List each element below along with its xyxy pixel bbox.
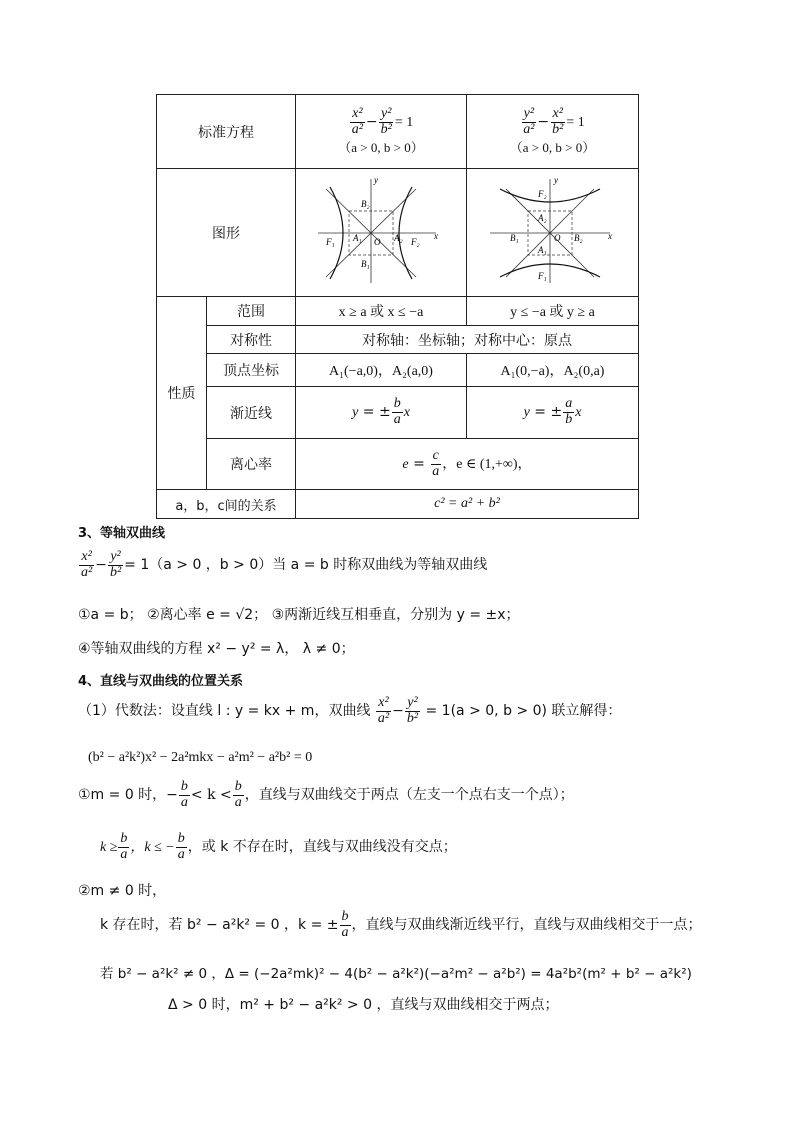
label-range: 范围	[207, 297, 296, 326]
row-vertex	[157, 354, 639, 387]
row-graph	[157, 169, 639, 297]
svg-text:B₁: B₁	[361, 258, 370, 269]
equation-y-axis: $\frac{\text{y²}}{\text{a²}}$ − $\frac{\text{x²}}{\text{b²}}$ = 1 （a > 0, b > 0）	[467, 95, 639, 169]
sec4-line8: Δ > 0 时，m² + b² − a²k² > 0 ，直线与双曲线相交于两点；	[168, 997, 559, 1013]
sec4-l3b: < k <	[190, 787, 232, 804]
sec4-line2: (b² − a²k²)x² − 2a²mkx − a²m² − a²b² = 0	[88, 750, 313, 765]
hyperbola-properties-table	[156, 94, 639, 519]
condition-1: （a > 0, b > 0）	[338, 140, 424, 156]
label-graph: 图形	[157, 169, 296, 297]
svg-text:B₂: B₂	[361, 198, 370, 209]
svg-text:O: O	[374, 236, 381, 247]
svg-text:y: y	[553, 174, 558, 185]
eccentricity-value: e = $\frac{c}{a}$ ，e ∈ (1,+∞)，	[296, 439, 639, 490]
vertex-y: A₁(0,−a)，A₂(0,a)	[467, 354, 639, 387]
sec4-line4: k ≥ $\frac{b}{a}$ ，k ≤ − $\frac{b}{a}$ ，或 k 不存在时，直线与双曲线没有交点；	[100, 831, 457, 862]
row-range	[157, 297, 639, 326]
asymptote-x: y = ± $\frac{b}{a}$ x	[296, 387, 467, 439]
label-symmetry: 对称性	[207, 326, 296, 354]
sec4-l1b: = 1(a > 0, b > 0) 联立解得：	[425, 703, 622, 720]
sec4-l4b: ，k ≤ −	[130, 840, 175, 856]
row-asymptote	[157, 387, 639, 439]
sec4-line7: 若 b² − a²k² ≠ 0 ，Δ = (−2a²mk)² − 4(b² − a²k²)(−a²m² − a²b²) = 4a²b²(m² + b² − a²k²)	[100, 966, 692, 982]
label-standard-equation: 标准方程	[157, 95, 296, 169]
row-symmetry	[157, 326, 639, 354]
sec4-line1: （1）代数法：设直线 l : y = kx + m，双曲线 $\frac{\text{x²}}{\text{a²}}$ − $\frac{\text{y²}}{\text{b²}}$ = 1(a > 0, b > 0) 联立解得：	[78, 695, 622, 726]
row-eccentricity	[157, 439, 639, 490]
hyperbola-y-figure	[488, 175, 618, 287]
sec3-line1-text: = 1（a > 0 ，b > 0）当 a = b 时称双曲线为等轴双曲线	[124, 557, 488, 574]
svg-text:A₂: A₂	[537, 212, 547, 223]
svg-text:A₂: A₂	[394, 232, 403, 243]
sec4-l4a: k ≥	[100, 840, 118, 856]
symmetry-value: 对称轴：坐标轴；对称中心：原点	[296, 326, 639, 354]
sec4-l3a: ①m = 0 时，−	[78, 787, 178, 804]
sec4-line3: ①m = 0 时，− $\frac{b}{a}$ < k < $\frac{b}{a}$ ，直线与双曲线交于两点（左支一个点右支一个点）；	[78, 779, 574, 810]
svg-text:F₁: F₁	[326, 236, 335, 247]
svg-text:F₂: F₂	[411, 236, 420, 247]
sec4-l1a: （1）代数法：设直线 l : y = kx + m，双曲线	[78, 703, 371, 720]
row-relation	[157, 490, 639, 519]
vertex-x: A₁(−a,0)，A₂(a,0)	[296, 354, 467, 387]
svg-text:y: y	[374, 174, 378, 185]
section-4-title: 4、直线与双曲线的位置关系	[78, 674, 244, 689]
equation-x-axis: $\frac{\text{x²}}{\text{a²}}$ − $\frac{\text{y²}}{\text{b²}}$ = 1 （a > 0, b > 0）	[296, 95, 467, 169]
label-relation: a，b，c间的关系	[157, 490, 296, 519]
sec4-l3c: ，直线与双曲线交于两点（左支一个点右支一个点）；	[244, 787, 574, 804]
label-eccentricity: 离心率	[207, 439, 296, 490]
condition-2: （a > 0, b > 0）	[509, 140, 596, 156]
svg-text:x: x	[607, 230, 612, 241]
svg-text:O: O	[553, 232, 560, 243]
relation-value: c² = a² + b²	[296, 490, 639, 519]
svg-text:A₁: A₁	[537, 244, 547, 255]
svg-text:B₂: B₂	[573, 232, 583, 243]
sec4-line6: k 存在时，若 b² − a²k² = 0 ，k = ± $\frac{b}{a}$ ，直线与双曲线渐近线平行，直线与双曲线相交于一点；	[100, 909, 702, 940]
svg-text:A₁: A₁	[353, 232, 362, 243]
sec3-line2: ①a = b； ②离心率 e = √2； ③两渐近线互相垂直，分别为 y = ±x；	[78, 607, 520, 623]
graph-y-axis-hyperbola	[467, 169, 639, 297]
svg-text:x: x	[434, 230, 438, 241]
label-vertex: 顶点坐标	[207, 354, 296, 387]
sec4-l6b: ，直线与双曲线渐近线平行，直线与双曲线相交于一点；	[351, 917, 702, 934]
section-3-title: 3、等轴双曲线	[78, 526, 166, 541]
eccentricity-range: ，e ∈ (1,+∞)，	[442, 457, 532, 472]
label-asymptote: 渐近线	[207, 387, 296, 439]
sec4-line5: ②m ≠ 0 时，	[78, 883, 167, 899]
graph-x-axis-hyperbola	[296, 169, 467, 297]
hyperbola-x-figure	[316, 175, 446, 287]
sec4-l4c: ，或 k 不存在时，直线与双曲线没有交点；	[187, 839, 457, 856]
svg-text:F₁: F₁	[537, 270, 547, 281]
sec4-l6a: k 存在时，若 b² − a²k² = 0 ，k = ±	[100, 917, 339, 934]
label-properties: 性质	[157, 297, 207, 490]
asymptote-y: y = ± $\frac{a}{b}$ x	[467, 387, 639, 439]
range-x: x ≥ a 或 x ≤ −a	[296, 297, 467, 326]
svg-text:F₂: F₂	[537, 188, 547, 199]
range-y: y ≤ −a 或 y ≥ a	[467, 297, 639, 326]
svg-text:B₁: B₁	[509, 232, 519, 243]
sec3-line3: ④等轴双曲线的方程 x² − y² = λ， λ ≠ 0；	[78, 641, 355, 657]
row-standard-equation	[157, 95, 639, 169]
sec3-line1: $\frac{\text{x²}}{\text{a²}}$ − $\frac{\text{y²}}{\text{b²}}$ = 1（a > 0 ，b > 0）当 a = b 时称双曲线为等轴双曲线	[81, 549, 488, 580]
